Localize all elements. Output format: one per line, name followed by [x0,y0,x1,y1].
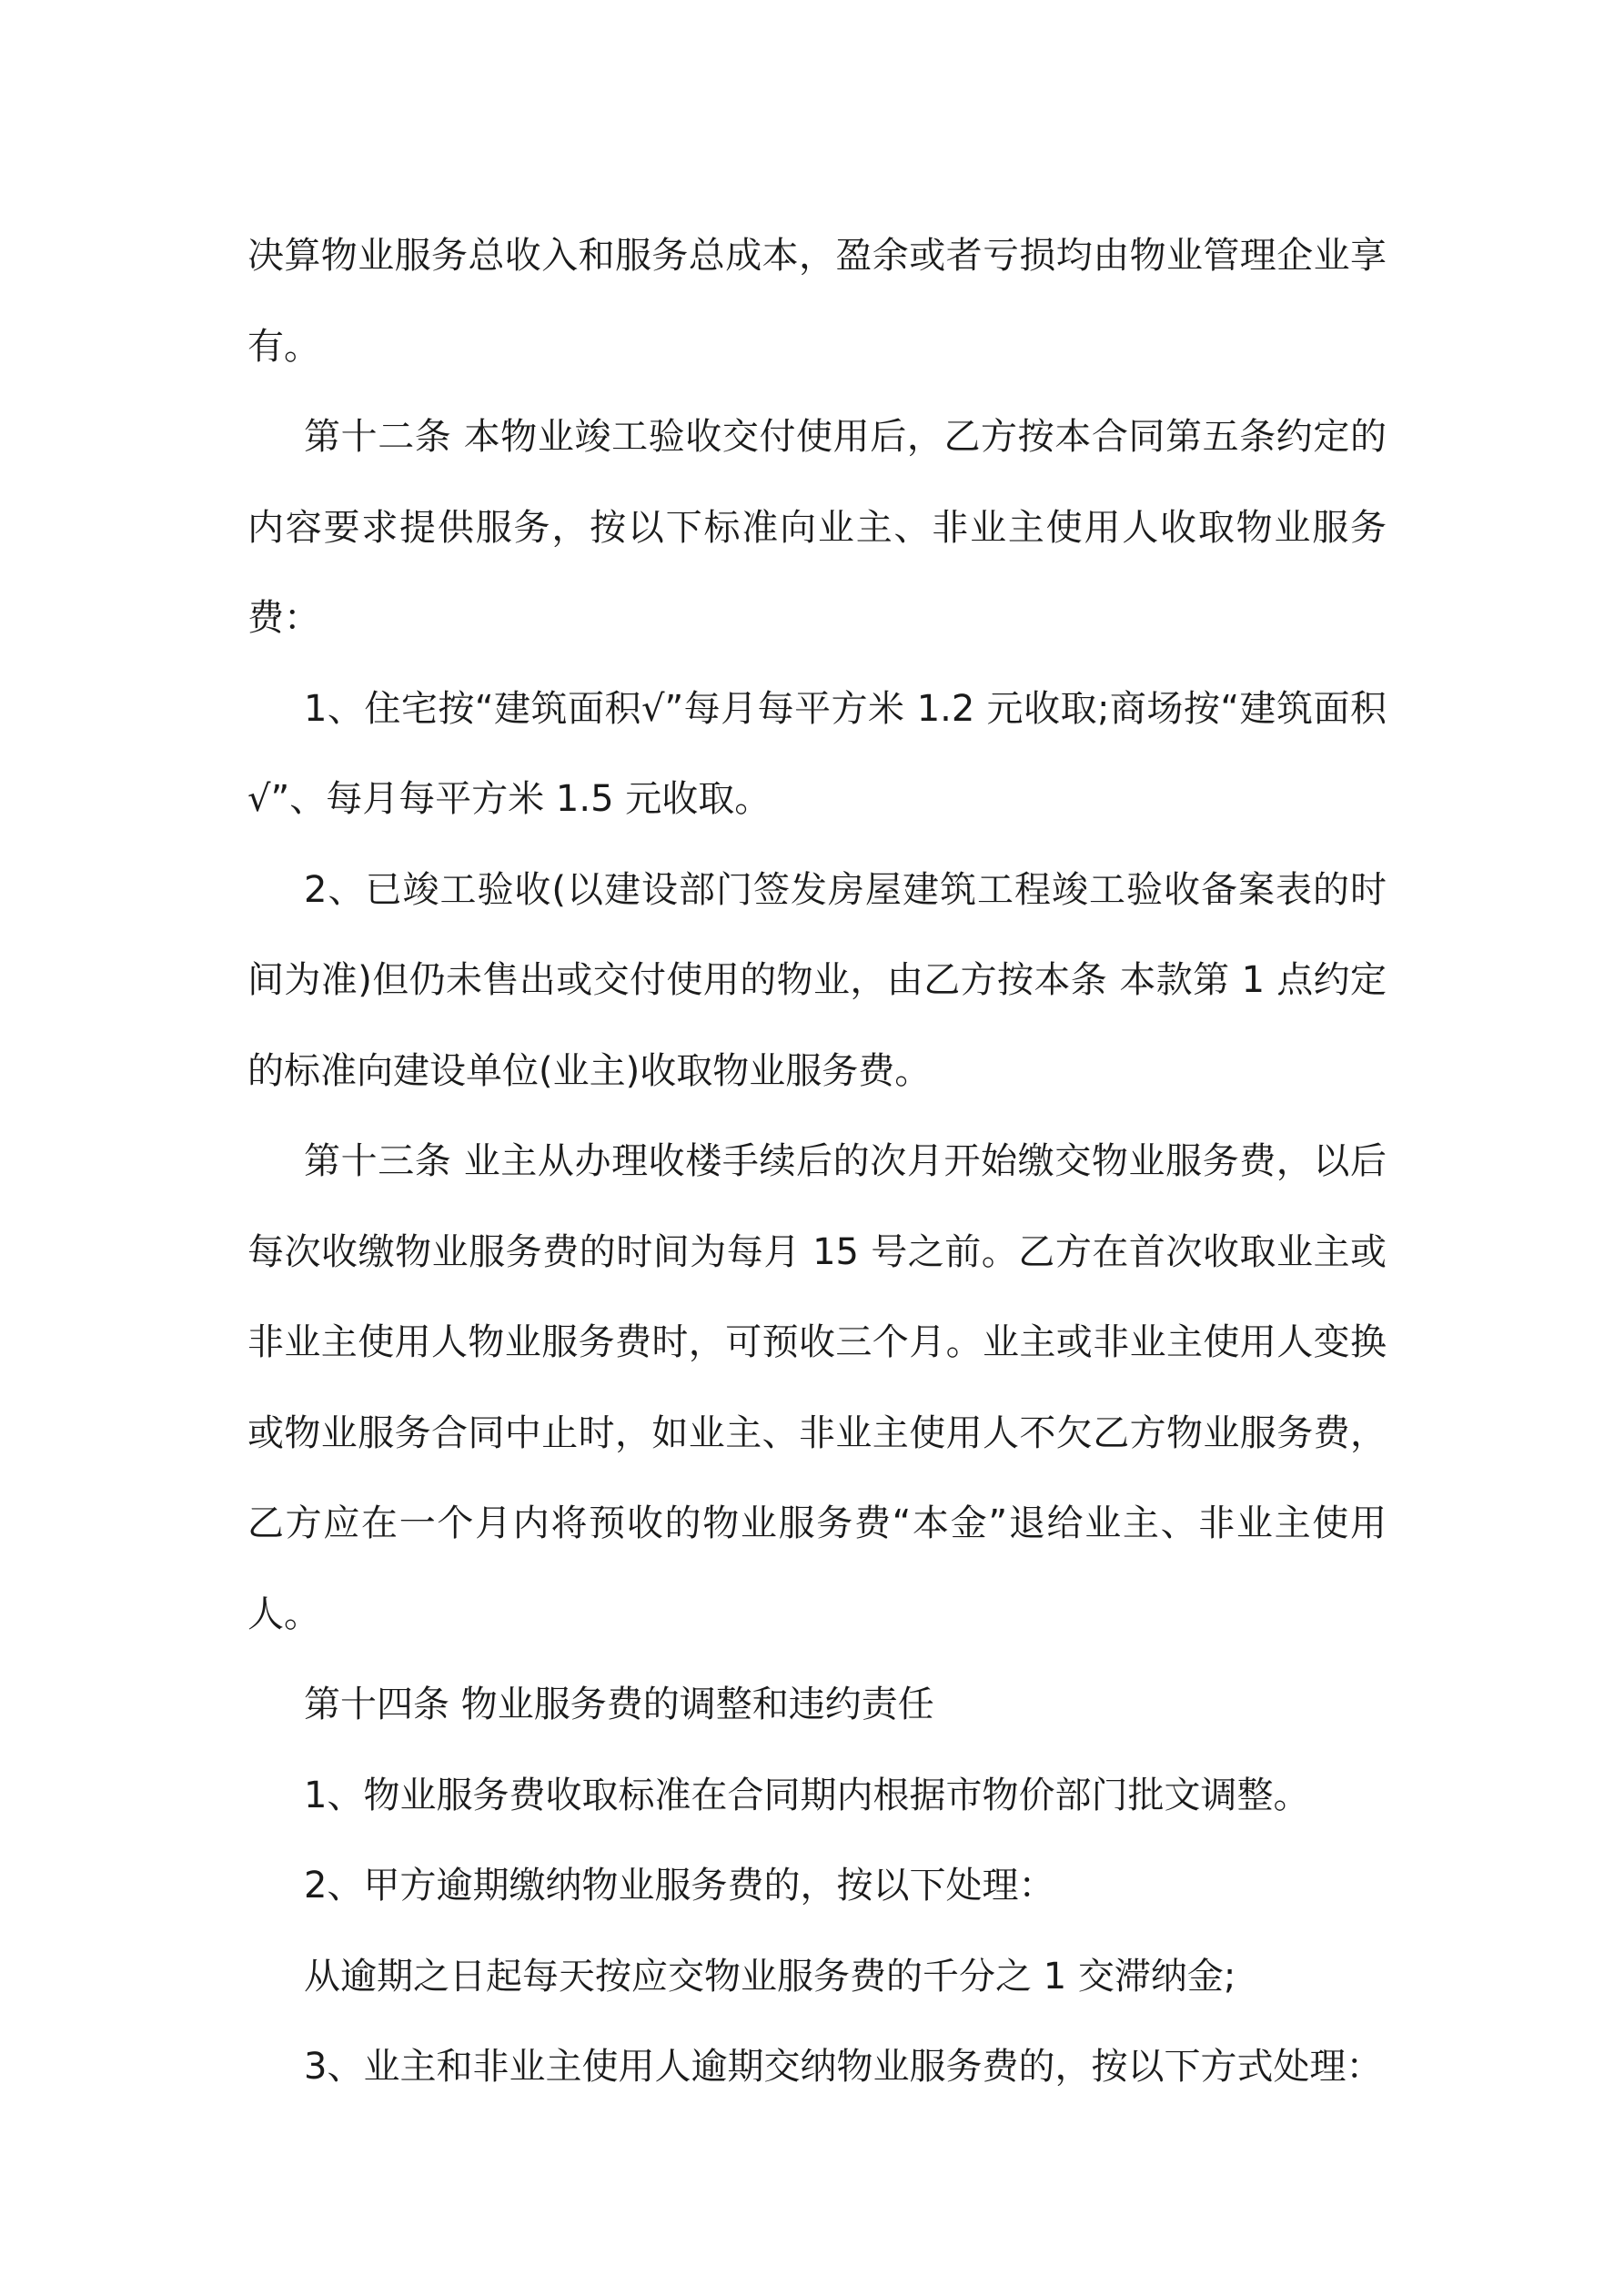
paragraph-article-14-item-3: 3、业主和非业主使用人逾期交纳物业服务费的，按以下方式处理： [304,2046,1383,2088]
paragraph-late-fee-rule: 从逾期之日起每天按应交物业服务费的千分之 1 交滞纳金; [304,1955,1236,1998]
paragraph-settlement: 决算物业服务总收入和服务总成本，盈余或者亏损均由物业管理企业享有。 [247,235,1387,368]
paragraph-article-12-item-2: 2、已竣工验收(以建设部门签发房屋建筑工程竣工验收备案表的时间为准)但仍未售出或交付使用的物业，由乙方按本条 本款第 1 点约定的标准向建设单位(业主)收取物业服务费。 [247,868,1387,1092]
paragraph-article-14-item-1: 1、物业服务费收取标准在合同期内根据市物价部门批文调整。 [304,1774,1310,1816]
paragraph-article-12: 第十二条 本物业竣工验收交付使用后，乙方按本合同第五条约定的内容要求提供服务，按以下标准向业主、非业主使用人收取物业服务费： [247,416,1387,639]
paragraph-article-14-item-2: 2、甲方逾期缴纳物业服务费的，按以下处理： [304,1865,1055,1907]
paragraph-article-12-item-1: 1、住宅按“建筑面积√”每月每平方米 1.2 元收取;商场按“建筑面积√”、每月每平方米 1.5 元收取。 [247,687,1387,820]
paragraph-article-14-heading: 第十四条 物业服务费的调整和违约责任 [304,1684,934,1725]
paragraph-article-13: 第十三条 业主从办理收楼手续后的次月开始缴交物业服务费，以后每次收缴物业服务费的时间为每月 15 号之前。乙方在首次收取业主或非业主使用人物业服务费时，可预收三个月。业主或非业主使用人变换或物业服务合同中止时，如业主、非业主使用人不欠乙方物业服务费，乙方应在一个月内将预收的物业服务费“本金”退给业主、非业主使用人。 [247,1140,1387,1635]
document-page [247,211,1387,2113]
